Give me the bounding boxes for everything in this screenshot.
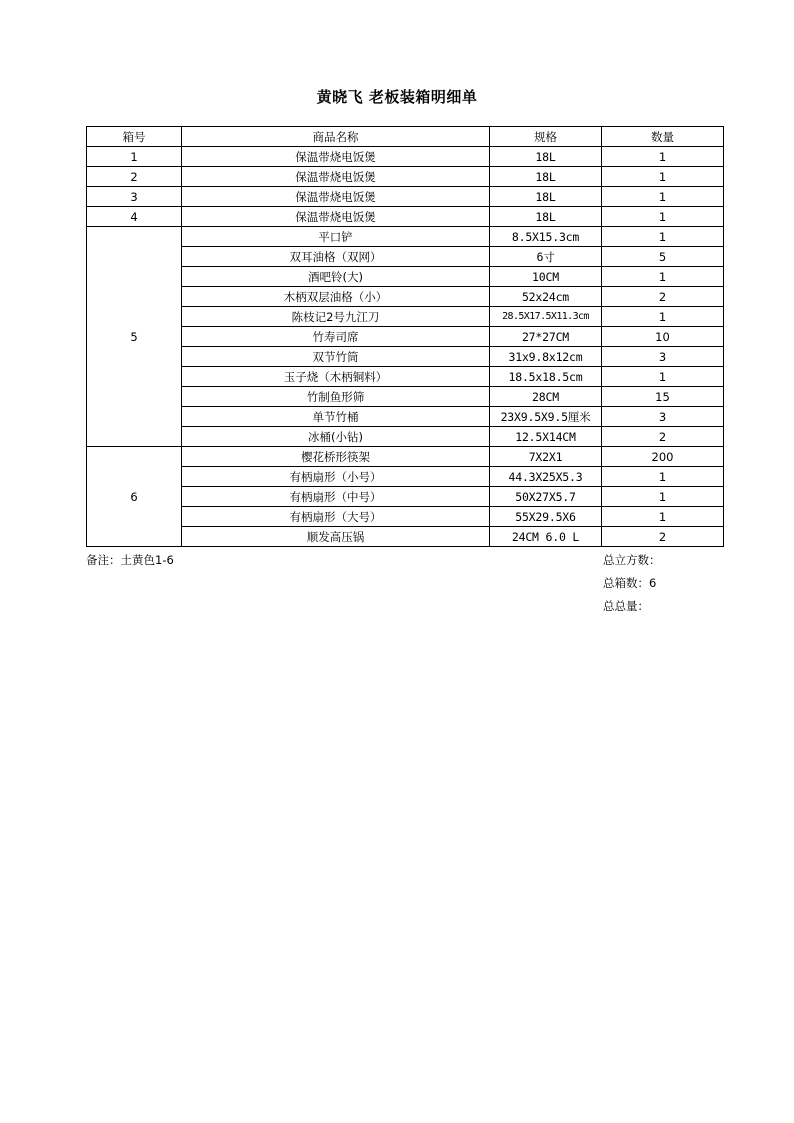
table-row: [87, 347, 724, 367]
table-row: [87, 247, 724, 267]
spec-cell: 12.5X14CM: [490, 427, 602, 447]
table-row: [87, 507, 724, 527]
table-row: [87, 427, 724, 447]
product-name-cell: 木柄双层油格（小）: [182, 287, 490, 307]
spec-cell: 27*27CM: [490, 327, 602, 347]
box-number-cell: 6: [87, 447, 182, 547]
quantity-cell: 1: [602, 367, 724, 387]
product-name-cell: 平口铲: [182, 227, 490, 247]
page-title: 黄晓飞 老板装箱明细单: [316, 88, 478, 106]
spec-cell: 8.5X15.3cm: [490, 227, 602, 247]
product-name-cell: 竹寿司席: [182, 327, 490, 347]
product-name-cell: 保温带烧电饭煲: [182, 187, 490, 207]
table-row: [87, 187, 724, 207]
product-name-cell: 冰桶(小钻): [182, 427, 490, 447]
table-row: [87, 167, 724, 187]
total-boxes: 总箱数：6: [603, 576, 657, 590]
table-row: [87, 407, 724, 427]
table-row: [87, 327, 724, 347]
table-row: [87, 387, 724, 407]
box-number-cell: 4: [87, 207, 182, 227]
table-row: [87, 147, 724, 167]
quantity-cell: 1: [602, 507, 724, 527]
total-weight: 总总量：: [603, 599, 649, 613]
header-spec: 规格: [490, 127, 602, 147]
spec-cell: 50X27X5.7: [490, 487, 602, 507]
quantity-cell: 10: [602, 327, 724, 347]
table-row: [87, 287, 724, 307]
quantity-cell: 1: [602, 467, 724, 487]
spec-cell: 28.5X17.5X11.3cm: [490, 307, 602, 327]
table-body: [87, 147, 724, 547]
spec-cell: 44.3X25X5.3: [490, 467, 602, 487]
spec-cell: 6寸: [490, 247, 602, 267]
spec-cell: 18.5x18.5cm: [490, 367, 602, 387]
summary-block: [603, 549, 661, 618]
quantity-cell: 1: [602, 167, 724, 187]
quantity-cell: 3: [602, 407, 724, 427]
spec-cell: 7X2X1: [490, 447, 602, 467]
product-name-cell: 有柄扇形（中号）: [182, 487, 490, 507]
spec-cell: 18L: [490, 167, 602, 187]
quantity-cell: 1: [602, 187, 724, 207]
header-quantity: 数量: [602, 127, 724, 147]
box-number-cell: 5: [87, 227, 182, 447]
product-name-cell: 保温带烧电饭煲: [182, 147, 490, 167]
product-name-cell: 陈枝记2号九江刀: [182, 307, 490, 327]
header-product-name: 商品名称: [182, 127, 490, 147]
product-name-cell: 单节竹桶: [182, 407, 490, 427]
quantity-cell: 1: [602, 207, 724, 227]
quantity-cell: 2: [602, 427, 724, 447]
table-row: [87, 267, 724, 287]
quantity-cell: 2: [602, 287, 724, 307]
packing-list-table: [86, 126, 724, 547]
spec-cell: 10CM: [490, 267, 602, 287]
table-row: [87, 307, 724, 327]
quantity-cell: 1: [602, 147, 724, 167]
spec-cell: 31x9.8x12cm: [490, 347, 602, 367]
table-header-row: [87, 127, 724, 147]
product-name-cell: 竹制鱼形筛: [182, 387, 490, 407]
header-box-number: 箱号: [87, 127, 182, 147]
product-name-cell: 双节竹筒: [182, 347, 490, 367]
product-name-cell: 顺发高压锅: [182, 527, 490, 547]
product-name-cell: 有柄扇形（大号）: [182, 507, 490, 527]
product-name-cell: 玉子烧（木柄铜料）: [182, 367, 490, 387]
product-name-cell: 樱花桥形筷架: [182, 447, 490, 467]
table-row: [87, 367, 724, 387]
spec-cell: 18L: [490, 187, 602, 207]
quantity-cell: 1: [602, 227, 724, 247]
quantity-cell: 1: [602, 307, 724, 327]
table-row: [87, 487, 724, 507]
spec-cell: 23X9.5X9.5厘米: [490, 407, 602, 427]
quantity-cell: 15: [602, 387, 724, 407]
spec-cell: 18L: [490, 147, 602, 167]
table-row: [87, 447, 724, 467]
spec-cell: 52x24cm: [490, 287, 602, 307]
spec-cell: 18L: [490, 207, 602, 227]
total-volume: 总立方数：: [603, 553, 661, 567]
table-row: [87, 227, 724, 247]
spec-cell: 24CM 6.0 L: [490, 527, 602, 547]
remark-note: 备注：土黄色1-6: [86, 553, 174, 567]
quantity-cell: 3: [602, 347, 724, 367]
table-row: [87, 527, 724, 547]
box-number-cell: 3: [87, 187, 182, 207]
table-row: [87, 207, 724, 227]
box-number-cell: 1: [87, 147, 182, 167]
quantity-cell: 1: [602, 487, 724, 507]
spec-cell: 28CM: [490, 387, 602, 407]
product-name-cell: 有柄扇形（小号）: [182, 467, 490, 487]
quantity-cell: 200: [602, 447, 724, 467]
box-number-cell: 2: [87, 167, 182, 187]
quantity-cell: 1: [602, 267, 724, 287]
spec-cell: 55X29.5X6: [490, 507, 602, 527]
quantity-cell: 5: [602, 247, 724, 267]
table-row: [87, 467, 724, 487]
product-name-cell: 酒吧铃(大): [182, 267, 490, 287]
product-name-cell: 保温带烧电饭煲: [182, 167, 490, 187]
quantity-cell: 2: [602, 527, 724, 547]
product-name-cell: 保温带烧电饭煲: [182, 207, 490, 227]
product-name-cell: 双耳油格（双网）: [182, 247, 490, 267]
